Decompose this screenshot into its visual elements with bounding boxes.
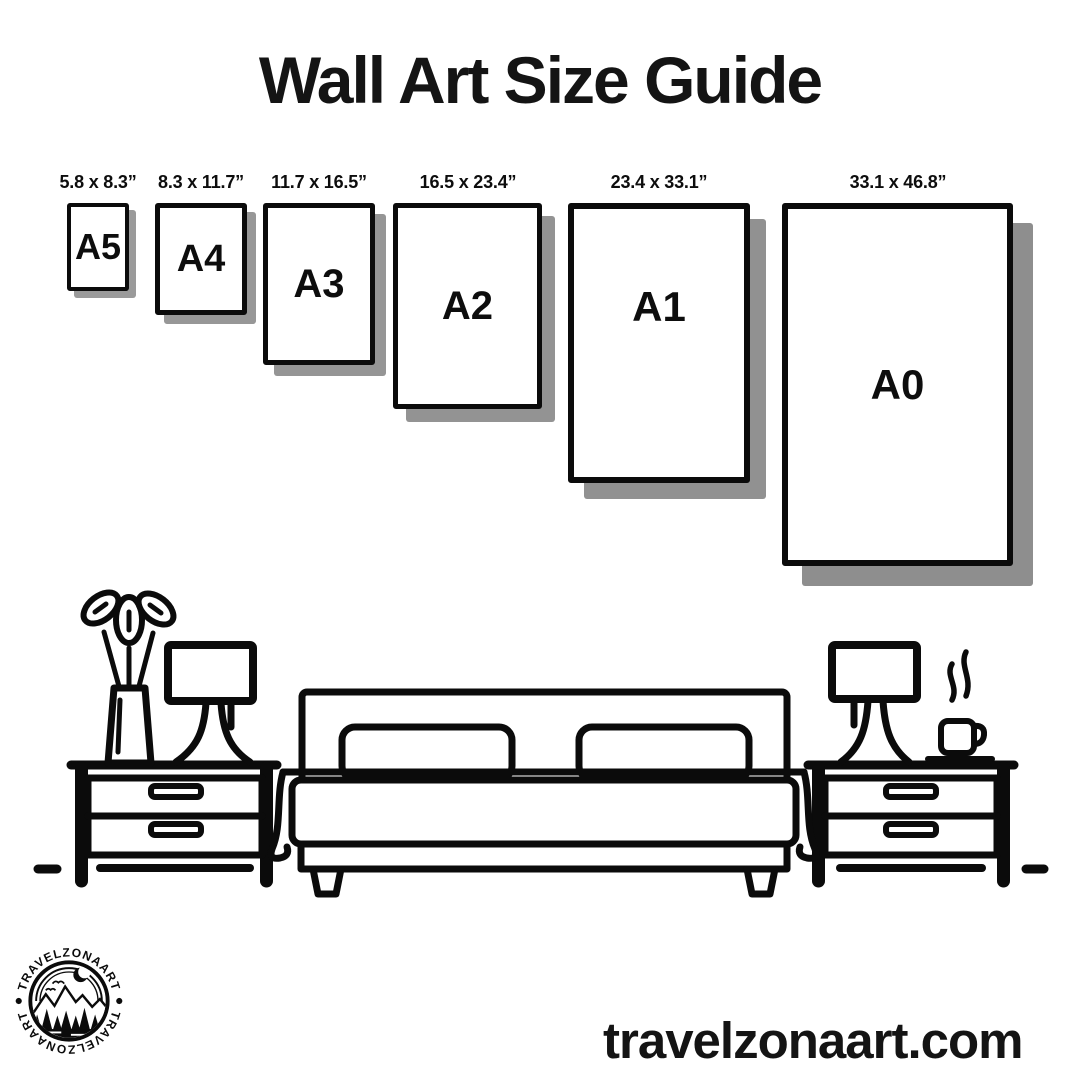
nightstand-icon-left: [71, 765, 277, 881]
size-code-a1: A1: [632, 283, 686, 330]
website-url: travelzonaart.com: [603, 1012, 1023, 1069]
bedroom-illustration: [0, 580, 1080, 900]
size-dimensions-a3: 11.7 x 16.5”: [271, 172, 367, 192]
logo-brand-text-bottom: TRAVELZONAART: [14, 1009, 124, 1057]
size-dimensions-a0: 33.1 x 46.8”: [849, 172, 947, 192]
size-box-a4: [155, 203, 247, 315]
table-lamp-icon-right: [832, 645, 917, 762]
logo-dot-left: [16, 998, 22, 1004]
size-code-a3: A3: [293, 261, 345, 306]
brand-logo: [11, 938, 127, 1064]
size-box-a3: [263, 203, 375, 365]
logo-brand-text-top: TRAVELZONAART: [14, 945, 124, 993]
size-code-a4: A4: [176, 237, 226, 280]
size-code-a2: A2: [441, 283, 494, 328]
coffee-cup-icon: [928, 652, 992, 759]
plant-vase-icon: [78, 586, 179, 763]
bed-icon: [271, 692, 816, 894]
size-dimensions-a1: 23.4 x 33.1”: [610, 172, 708, 192]
size-dimensions-a4: 8.3 x 11.7”: [158, 172, 244, 192]
size-box-a0: [782, 203, 1013, 566]
table-lamp-icon-left: [168, 645, 253, 762]
logo-mountains: [30, 987, 115, 1018]
page-title: Wall Art Size Guide: [258, 43, 822, 117]
size-box-a5: [67, 203, 129, 291]
size-dimensions-a2: 16.5 x 23.4”: [419, 172, 517, 192]
nightstand-icon-right: [808, 765, 1014, 881]
logo-birds-icon: [46, 981, 64, 990]
logo-dot-right: [116, 998, 122, 1004]
size-box-a1: [568, 203, 750, 483]
size-code-a5: A5: [74, 226, 122, 267]
size-dimensions-a5: 5.8 x 8.3”: [59, 172, 137, 192]
size-code-a0: A0: [870, 360, 925, 408]
size-box-a2: [393, 203, 542, 409]
